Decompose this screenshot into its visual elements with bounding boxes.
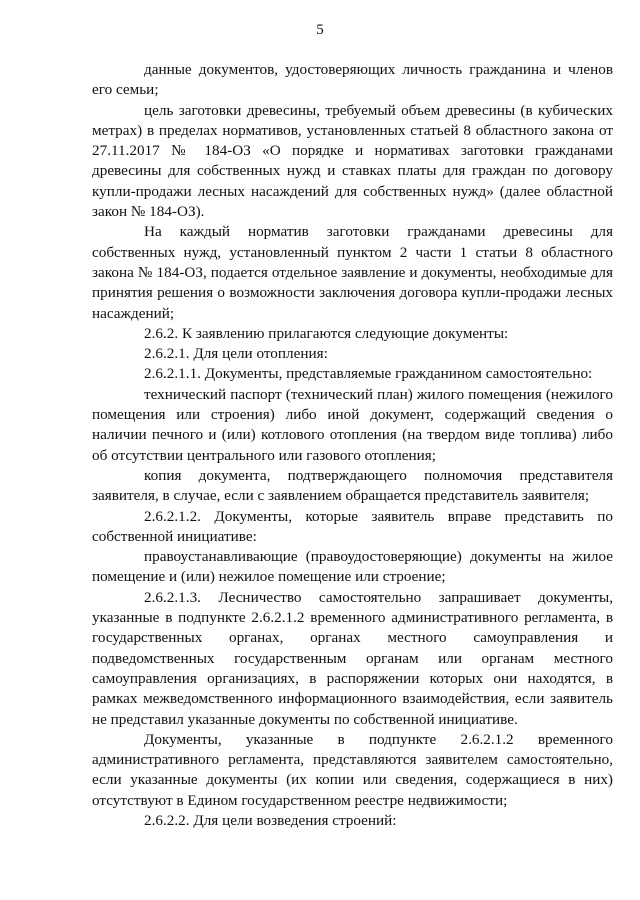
paragraph-documents-provided: Документы, указанные в подпункте 2.6.2.1.2 временного административного регламента, представляются заявителем самостоятельно, если указанные документы (их копии или сведения, содержащиеся в них) отсутствуют в Едином государственном реестре недвижимости; <box>92 730 613 809</box>
paragraph-identity-documents: данные документов, удостоверяющих личность гражданина и членов его семьи; <box>92 61 613 99</box>
paragraph-2-6-2-1-2: 2.6.2.1.2. Документы, которые заявитель вправе представить по собственной инициативе: <box>92 507 613 545</box>
paragraph-technical-passport: технический паспорт (технический план) жилого помещения (нежилого помещения или строения) либо иной документ, содержащий сведения о наличии печного и (или) котлового отопления (на твердом виде топлива) либо об отсутствии центрального или газового отопления; <box>92 385 613 464</box>
paragraph-2-6-2-1-1: 2.6.2.1.1. Документы, представляемые гражданином самостоятельно: <box>144 365 593 383</box>
paragraph-2-6-2: 2.6.2. К заявлению прилагаются следующие документы: <box>144 324 509 342</box>
paragraph-separate-application: На каждый норматив заготовки гражданами древесины для собственных нужд, установленный пунктом 2 части 1 статьи 8 областного закона № 184-ОЗ, подается отдельное заявление и документы, необходимые для принятия решения о возможности заключения договора купли-продажи лесных насаждений; <box>92 223 613 322</box>
paragraph-2-6-2-1: 2.6.2.1. Для цели отопления: <box>144 345 328 363</box>
paragraph-harvest-purpose: цель заготовки древесины, требуемый объем древесины (в кубических метрах) в пределах нормативов, установленных статьей 8 областного закона от 27.11.2017 № 184-ОЗ «О порядке и нормативах заготовки гражданами древесины для собственных нужд и ставках платы для граждан по договору купли-продажи лесных насаждений для собственных нужд» (далее областной закон № 184-ОЗ). <box>92 101 613 221</box>
paragraph-2-6-2-2: 2.6.2.2. Для цели возведения строений: <box>144 811 397 829</box>
page-number: 5 <box>316 22 324 38</box>
paragraph-title-documents: правоустанавливающие (правоудостоверяющие) документы на жилое помещение и (или) нежилое помещение или строение; <box>92 548 613 586</box>
document-body <box>92 60 613 831</box>
paragraph-2-6-2-1-3: 2.6.2.1.3. Лесничество самостоятельно запрашивает документы, указанные в подпункте 2.6.2.1.2 временного административного регламента, в государственных органах, органах местного самоуправления и подведомственных государственным органам или органам местного самоуправления организациях, в распоряжении которых они находятся, в рамках межведомственного информационного взаимодействия, если заявитель не представил указанные документы по собственной инициативе. <box>92 588 613 728</box>
paragraph-representative-copy: копия документа, подтверждающего полномочия представителя заявителя, в случае, если с заявлением обращается представитель заявителя; <box>92 466 613 505</box>
